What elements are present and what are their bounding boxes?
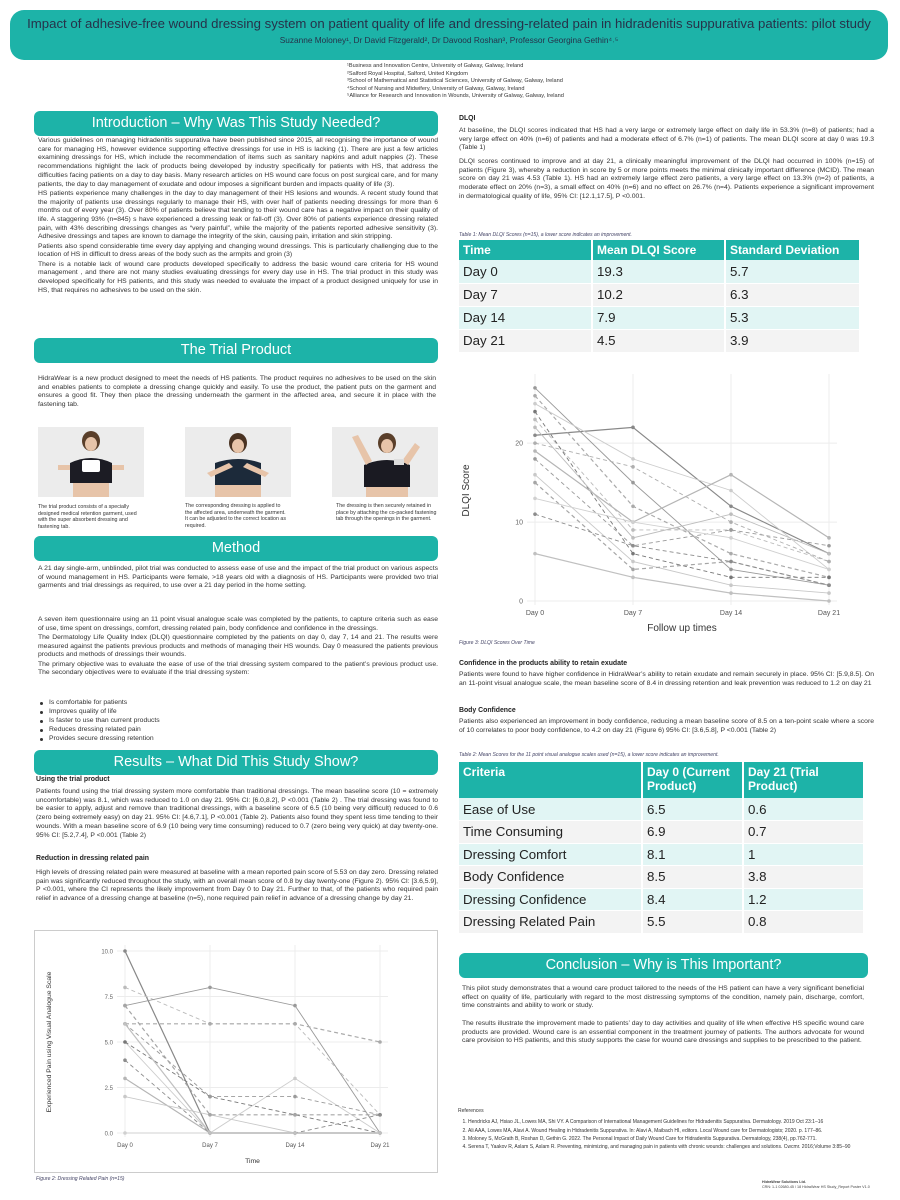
data-point (729, 560, 733, 564)
data-point (729, 520, 733, 524)
data-point (827, 552, 831, 556)
series-line (535, 554, 829, 601)
confidence-subheading: Confidence in the products ability to retain exudate (459, 660, 628, 667)
body-confidence-subheading: Body Confidence (459, 707, 516, 714)
data-point (123, 1131, 127, 1135)
data-point (533, 394, 537, 398)
data-point (533, 457, 537, 461)
data-point (208, 1113, 212, 1117)
affiliations (347, 63, 564, 101)
reference-item: 4. Serena T, Yaakov R, Aslam S, Aslam R. Preventing, minimizing, and managing pain in patients with chronic wounds: challenges and solutions. Cwcmr. 2016;Volume 3:85–90 (468, 1144, 878, 1150)
data-point (631, 576, 635, 580)
data-point (378, 1113, 382, 1117)
trial-text: HidraWear is a new product designed to meet the needs of HS patients. The product requires no adhesives to be used on the skin and enables patients to complete a dressing change quickly and easily. To use the product, the patient puts on the garment and ensures a good fit. They then place the dressing underneath the garment in the affected area, and secure it in place with the fastening tab. (38, 375, 436, 409)
table-header: Day 0 (Current Product) (642, 762, 743, 798)
table-cell: 1 (743, 843, 864, 866)
table-cell: 7.9 (592, 306, 725, 329)
table-header: Criteria (459, 762, 642, 798)
data-point (533, 410, 537, 414)
list-item: Reduces dressing related pain (38, 726, 338, 735)
data-point (631, 457, 635, 461)
data-point (827, 576, 831, 580)
results-subheading: Using the trial product (36, 776, 110, 783)
table-cell: 5.3 (725, 306, 860, 329)
table-cell: Time Consuming (459, 821, 642, 844)
table-cell: 8.5 (642, 866, 743, 889)
method-text (38, 565, 438, 592)
y-axis-label: Experienced Pain using Visual Analogue Scale (46, 971, 53, 1113)
data-point (533, 481, 537, 485)
table-cell: 6.9 (642, 821, 743, 844)
data-point (827, 583, 831, 587)
method-paragraph: The Dermatology Life Quality Index (DLQI) questionnaire completed by the patients on day 0, day 7, 14 and 21. The results were measured against the patients previous products and methods of managing their HS wounds. Day 0 measured the patients previous products and methods of dressings their wounds. (38, 634, 438, 659)
data-point (729, 583, 733, 587)
data-point (533, 402, 537, 406)
y-axis-label: DLQI Score (461, 464, 472, 517)
data-point (293, 1113, 297, 1117)
data-point (533, 433, 537, 437)
table-cell: 1.2 (743, 888, 864, 911)
data-point (533, 512, 537, 516)
photo-caption: The dressing is then securely retained in place by attaching the co-packed fastening tab through the openings in the garment. (336, 503, 437, 523)
reference-item: 1. Hendricks AJ, Hsiao JL, Lowes MA, Shi VY. A Comparison of International Management Guidelines for Hidradenitis Suppurativa. Dermatology. 2019 Oct 23:1–16 (468, 1119, 878, 1125)
data-point (208, 1095, 212, 1099)
table-cell: Ease of Use (459, 798, 642, 821)
data-point (729, 568, 733, 572)
trial-heading: The Trial Product (34, 338, 438, 363)
objectives-list (38, 699, 338, 744)
footer-reference: CRN: 1-1 02680-45 / 18 HidraWear HS Study_Report Poster V1.0 (762, 1184, 870, 1189)
data-point (533, 497, 537, 501)
data-point (729, 591, 733, 595)
table-cell: Day 0 (459, 260, 592, 283)
data-point (729, 512, 733, 516)
confidence-text: Patients were found to have higher confidence in HidraWear’s ability to retain exudate and remain securely in place. 95% CI: [5.9,8.5]. On an 11-point visual analogue scale, the mean baseline score of 8.4 in dressing retention and leak prevention was reduced to 1.2 on day 21 (459, 671, 874, 687)
table-row (459, 798, 864, 821)
series-line (125, 987, 380, 1114)
list-item: Provides secure dressing retention (38, 735, 338, 744)
body-confidence-text: Patients also experienced an improvement in body confidence, reducing a mean baseline score of 8.5 on a ten-point scale where a score of 10 correlates to poor body confidence, to 4.2 on day 21 (Figure 6) 95% CI: [3.6,5.8], P <0.001 (Table 2) (459, 718, 874, 734)
method-text-2 (38, 616, 438, 679)
table-caption: Table 1: Mean DLQI Scores (n=15), a lower score indicates an improvement. (459, 232, 632, 238)
data-point (729, 528, 733, 532)
data-point (729, 489, 733, 493)
table-row (459, 329, 860, 352)
y-tick-label: 2.5 (104, 1086, 113, 1092)
conclusion-heading: Conclusion – Why is This Important? (459, 953, 868, 978)
intro-paragraph: There is a notable lack of wound care products developed specifically to address the basic wound care criteria for HS wound management , and there are not many studies evaluating dressings for every day use in HS. The trial product in this study was developed specifically for HS patients, and this study was needed to evaluate the impact of a product designed uniquely for use in HS, that requires no adhesives to be used on the skin. (38, 260, 438, 294)
table-row (459, 306, 860, 329)
data-point (378, 1040, 382, 1044)
data-point (533, 552, 537, 556)
list-item: Improves quality of life (38, 708, 338, 717)
reference-item: 3. Moloney S, McGrath B, Roshan D, Gethin G. 2022. The Personal Impact of Daily Wound Care for Hidradenitis Suppurativa. Dermatology, 238(4), pp.762-771. (468, 1136, 878, 1142)
data-point (729, 552, 733, 556)
x-tick-label: Day 14 (719, 610, 743, 617)
data-point (378, 1131, 382, 1135)
table-header: Day 21 (Trial Product) (743, 762, 864, 798)
list-item: Is faster to use than current products (38, 717, 338, 726)
data-point (631, 552, 635, 556)
data-point (123, 1095, 127, 1099)
series-line (125, 1024, 380, 1133)
conclusion-text: This pilot study demonstrates that a wound care product tailored to the needs of the HS patient can have a very significant beneficial effect on quality of life, particularly with regard to the most distressing symptoms of the condition, namely pain, discharge, comfort, time constraints and ability to work or study. (462, 985, 864, 1010)
x-tick-label: Day 7 (623, 610, 643, 617)
figure-caption: Figure 3: DLQI Scores Over Time (459, 640, 535, 646)
table-header: Time (459, 240, 592, 260)
data-point (293, 1022, 297, 1026)
table-cell: 5.7 (725, 260, 860, 283)
data-point (208, 986, 212, 990)
data-point (827, 599, 831, 603)
y-tick-label: 0.0 (104, 1131, 113, 1138)
method-paragraph: A 21 day single-arm, unblinded, pilot trial was conducted to assess ease of use and the impact of the trial product on various aspects of wound management in HS. Participants were female, >18 years old with a diagnosis of HS. Participants were provided two trial garments and trial dressings as required, to use over a 21 day period in the home setting. (38, 565, 438, 590)
data-point (827, 536, 831, 540)
method-paragraph: A seven item questionnaire using an 11 point visual analogue scale was completed by the patients, to capture criteria such as ease of use, time spent on dressings, comfort, dressing related pain, body confidence and confidence in the dressings. (38, 616, 438, 632)
data-point (208, 1131, 212, 1135)
dlqi-text: At baseline, the DLQI scores indicated that HS had a very large or extremely large effect on daily life in 53.3% (n=8) of patients; had a very large effect on 40% (n=6) of patients and had a moderate effect of 6.7% (n=1) of patients. The mean DLQI score at day 0 was 19.3 (Table 1) (459, 127, 874, 152)
poster-authors: Suzanne Moloney¹, Dr David Fitzgerald², Dr Davood Roshan³, Professor Georgina Gethin⁴˒⁵ (279, 35, 619, 45)
garment-photo (38, 427, 144, 497)
data-point (123, 1004, 127, 1008)
references (458, 1108, 878, 1152)
data-point (631, 560, 635, 564)
references-heading: References (458, 1108, 484, 1114)
data-point (631, 504, 635, 508)
data-point (533, 386, 537, 390)
x-tick-label: Day 7 (202, 1143, 218, 1149)
series-line (535, 427, 829, 553)
data-point (533, 441, 537, 445)
affiliation: ²Salford Royal Hospital, Salford, United Kingdom (347, 70, 468, 77)
data-point (123, 986, 127, 990)
table-cell: 6.3 (725, 283, 860, 306)
data-point (631, 568, 635, 572)
table-row (459, 888, 864, 911)
data-point (123, 1058, 127, 1062)
table-row (459, 866, 864, 889)
data-point (827, 568, 831, 572)
x-tick-label: Day 0 (117, 1143, 133, 1149)
table-row (459, 821, 864, 844)
results-heading: Results – What Did This Study Show? (34, 750, 438, 775)
intro-paragraph: Various guidelines on managing hidradenitis suppurativa have been published since 2015, all recognising the importance of wound care for managing HS, however evidence supporting effective dressings for use in HS is lacking (1). There are just a few articles examining dressings for HS, which include the recommendation of items such as sanitary napkins and adult nappies (2). These recommendations highlight the lack of products being developed by industry specifically for patients with HS, that address the difficulties facing patients on a day to day basis. Many research articles on HS wound care focus on post surgical care, and for many patients, the day to day management of exudate and odour imposes a significant burden and impacts quality of life (3). (38, 137, 438, 188)
x-tick-label: Day 21 (370, 1143, 390, 1149)
data-point (631, 536, 635, 540)
table-caption: Table 2: Mean Scores for the 11 point visual analogue scales used (n=15), a lower score indicates an improvement. (459, 752, 719, 758)
x-tick-label: Day 14 (285, 1143, 305, 1149)
table-cell: 6.5 (642, 798, 743, 821)
table-row (459, 911, 864, 934)
data-point (123, 1022, 127, 1026)
series-line (125, 1006, 380, 1115)
table-cell: 0.6 (743, 798, 864, 821)
x-axis-label: Follow up times (647, 623, 717, 634)
pain-chart-frame (34, 930, 438, 1173)
intro-paragraph: Patients also spend considerable time every day applying and changing wound dressings. This is particularly challenging due to the location of HS in difficult to dress areas of the body such as the armpits and groin (3) (38, 242, 438, 259)
series-line (535, 427, 829, 553)
dlqi-chart-frame (459, 370, 863, 637)
data-point (827, 591, 831, 595)
y-tick-label: 10 (515, 519, 523, 527)
reference-item: 2. Ali AAA, Lowes MA, Alavi A. Wound Healing in Hidradenitis Suppurativa. In: Alavi A, Maibach HI, editors. Local Wound care for Dermatologists; 2020. p. 177–86. (468, 1128, 878, 1134)
data-point (123, 1077, 127, 1081)
data-point (123, 949, 127, 953)
data-point (533, 426, 537, 430)
y-tick-label: 5.0 (104, 1040, 113, 1047)
table-header: Standard Deviation (725, 240, 860, 260)
table-cell: 0.7 (743, 821, 864, 844)
series-line (535, 404, 829, 570)
y-tick-label: 7.5 (104, 995, 113, 1001)
x-axis-label: Time (245, 1158, 260, 1165)
y-tick-label: 0 (519, 598, 523, 606)
photo-caption: The trial product consists of a specially designed medical retention garment, used with the super absorbent dressing and fastening tab. (38, 504, 137, 530)
series-line (535, 514, 829, 585)
footer-company: HidraWear Solutions Ltd. (762, 1180, 806, 1184)
table-cell: 3.9 (725, 329, 860, 352)
table-row (459, 843, 864, 866)
table-cell: 10.2 (592, 283, 725, 306)
series-line (535, 443, 829, 561)
data-point (729, 504, 733, 508)
table-cell: Day 21 (459, 329, 592, 352)
dlqi-text: DLQI scores continued to improve and at day 21, a clinically meaningful improvement of the DLQI had occurred in 100% (n=15) of patients (Figure 3), whereby a reduction in score by 5 or more points meets the minimal clinically important difference (MCID). The mean score on day 21 was 4.53 (Table 1). HS had an extremely large effect zero patients, a very large effect on 13.3% (n=2) of patients, a moderate effect on 20% (n=3), a small effect on 40% (n=6) and no effect on 26.7% (n=4). Patients experience a significant improvement in dermatological quality of life, 95% CI: [12.1,17.5], P <0.001. (459, 158, 874, 200)
table-row (459, 260, 860, 283)
pain-chart (35, 931, 437, 1172)
table-header: Mean DLQI Score (592, 240, 725, 260)
table-cell: 19.3 (592, 260, 725, 283)
intro-paragraph: HS patients experience many challenges in the day to day management of their HS lesions and wounds. A recent study found that the majority of patients use dressings regularly to manage their HS, with over half of patients needing dressings for more than 6 months out of every year (3). Over 80% of patients believe that tending to their wound care has a negative impact on their quality of life. A staggering 93% (n=845) s have experienced a dressing leak or fall-off (3). Over 80% of patients experience dressing related pain, with 43% describing dressings changes as “very painful”, while the majority of the patients reported adhesive sensitivity (3). Adhesive dressings and tapes are known to damage the integrity of the skin, causing pain, irritation and skin stripping. (38, 189, 438, 241)
data-point (293, 1004, 297, 1008)
data-point (729, 473, 733, 477)
data-point (827, 544, 831, 548)
dlqi-table (459, 240, 861, 353)
photo-caption: The corresponding dressing is applied to the affected area, underneath the garment. It can be adjusted to the correct location as required. (185, 503, 286, 529)
table-cell: 4.5 (592, 329, 725, 352)
table-cell: Dressing Related Pain (459, 911, 642, 934)
conclusion-text: The results illustrate the improvement made to patients’ day to day activities and quality of life when effective HS specific wound care products are provided. Wound care is an essential component in the treatment journey of patients. The authors advocate for wound care provision to HS patients, and this study supports the case for wound care dressings and supplies to be prescribed to the patient. (462, 1020, 864, 1045)
data-point (631, 528, 635, 532)
data-point (631, 481, 635, 485)
series-line (125, 1024, 380, 1115)
data-point (293, 1131, 297, 1135)
method-heading: Method (34, 536, 438, 561)
x-tick-label: Day 0 (525, 610, 545, 617)
data-point (729, 576, 733, 580)
dressing-application-photo (185, 427, 291, 497)
poster-title: Impact of adhesive-free wound dressing system on patient quality of life and dressing-related pain in hidradenitis suppurativa patients: pilot study (27, 16, 871, 31)
data-point (729, 536, 733, 540)
table-cell: Body Confidence (459, 866, 642, 889)
table-cell: 8.1 (642, 843, 743, 866)
table-cell: Dressing Confidence (459, 888, 642, 911)
dlqi-chart (459, 370, 863, 637)
data-point (533, 449, 537, 453)
affiliation: ⁴School of Nursing and Midwifery, University of Galway, Galway, Ireland (347, 85, 525, 92)
data-point (123, 1040, 127, 1044)
figure-caption: Figure 2: Dressing Related Pain (n=15) (36, 1176, 125, 1182)
list-item: Is comfortable for patients (38, 699, 338, 708)
table-cell: 8.4 (642, 888, 743, 911)
results-text: High levels of dressing related pain were measured at baseline with a mean reported pain score of 5.53 on day zero. Dressing related pain was significantly reduced throughout the study, with an overall mean score of 0.8 by day twenty-one (Figure 2). 95% CI: [3.6,5.9], P <0.001, where the CI represents the likely improvement from Day 0 to Day 21. Further to that, of the patients who required pain relief in advance of a dressing change at baseline (n=5), none required pain relief in advance of a dressing change by day 21. (36, 869, 438, 903)
data-point (293, 1077, 297, 1081)
results-subheading: Reduction in dressing related pain (36, 855, 149, 862)
data-point (533, 473, 537, 477)
affiliation: ¹Business and Innovation Centre, University of Galway, Galway, Ireland (347, 63, 524, 69)
vas-table (459, 762, 865, 934)
table-cell: Day 7 (459, 283, 592, 306)
series-line (125, 1097, 380, 1133)
intro-heading: Introduction – Why Was This Study Needed? (34, 111, 438, 136)
poster-header (10, 10, 888, 60)
y-tick-label: 20 (515, 440, 523, 448)
table-cell: 5.5 (642, 911, 743, 934)
table-cell: Day 14 (459, 306, 592, 329)
series-line (535, 396, 829, 578)
affiliation: ⁵Alliance for Research and Innovation in Wounds, University of Galway, Galway, Ireland (347, 93, 564, 100)
fastening-tab-photo (332, 427, 438, 497)
data-point (293, 1095, 297, 1099)
table-cell: 0.8 (743, 911, 864, 934)
table-cell: Dressing Comfort (459, 843, 642, 866)
method-paragraph: The primary objective was to evaluate the ease of use of the trial dressing system compared to the patient’s previous product use. The secondary objectives were to evaluate if the trial dressing system: (38, 660, 438, 677)
data-point (631, 520, 635, 524)
data-point (533, 418, 537, 422)
dlqi-subheading: DLQI (459, 115, 476, 122)
data-point (631, 544, 635, 548)
affiliation: ³School of Mathematical and Statistical Sciences, University of Galway, Galway, Ireland (347, 78, 563, 85)
results-text: Patients found using the trial dressing system more comfortable than traditional dressings. The mean baseline score (10 = extremely uncomfortable) was 8.1, which was reduced to 1.0 on day 21. 95% CI: [6.0,8.2], P <0.001 (Table 2) . The trial dressing was found to be easier to apply, adjust and remove than traditional dressings, with a baseline score of 6.5 (10 being very difficult) reduced to 0.6 (zero being extremely easy) on day 21. 95% CI: [4.6,7.1], P <0.001 (Table 2). Patients also found they spent less time tending to their wounds. With a mean baseline score of 6.9 (10 being very time consuming) reduced to 0.7 (zero being very quick) at day twenty-one. 95% CI: [5.2,7.4], P <0.001 (Table 2) (36, 788, 438, 839)
table-cell: 3.8 (743, 866, 864, 889)
x-tick-label: Day 21 (817, 610, 841, 617)
table-row (459, 283, 860, 306)
series-line (535, 419, 829, 561)
data-point (631, 426, 635, 430)
series-line (125, 987, 380, 1133)
data-point (208, 1022, 212, 1026)
y-tick-label: 10.0 (101, 949, 113, 956)
intro-text (38, 137, 438, 296)
footer-note (762, 1180, 870, 1189)
data-point (631, 465, 635, 469)
data-point (827, 560, 831, 564)
